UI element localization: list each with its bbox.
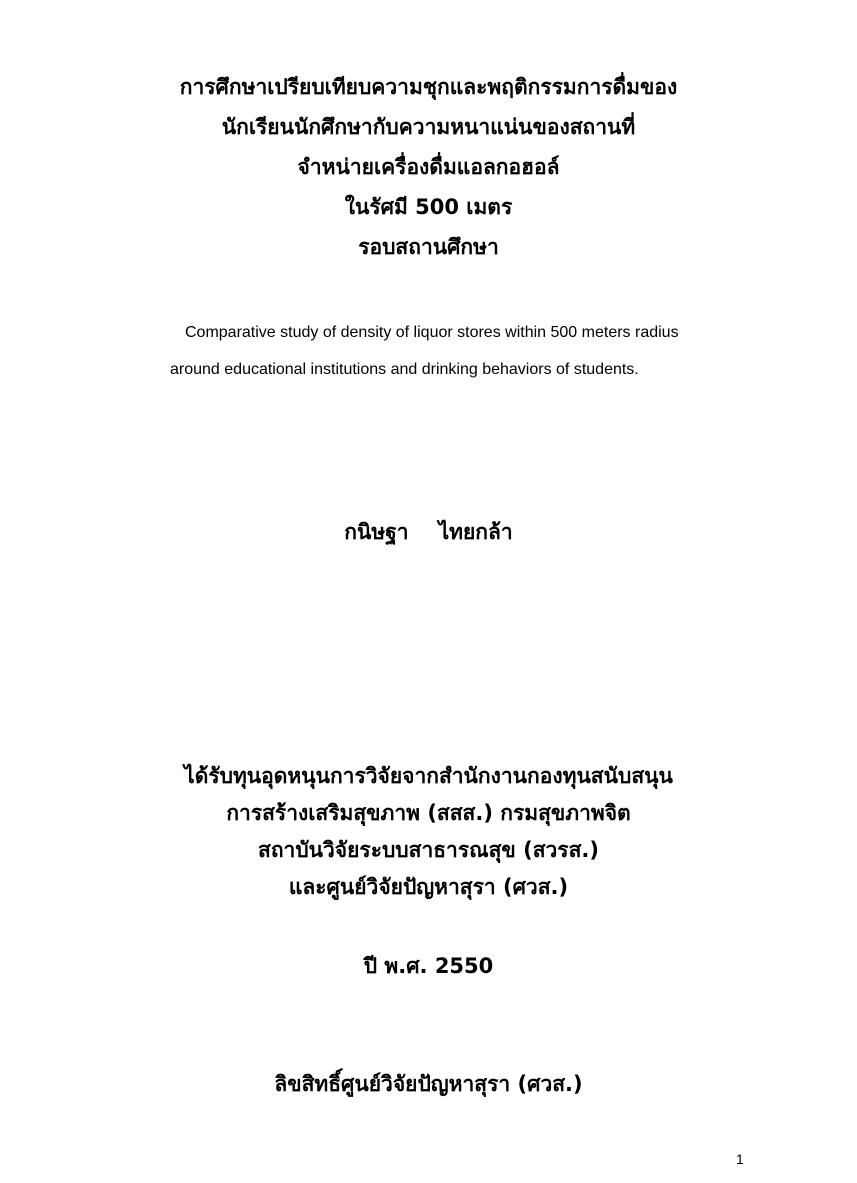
funding-line: สถาบันวิจัยระบบสาธารณสุข (สวรส.) (258, 838, 599, 862)
copyright-notice: ลิขสิทธิ์ศูนย์วิจัยปัญหาสุรา (ศวส.) (274, 1072, 583, 1096)
author-last-name: ไทยกล้า (438, 520, 513, 544)
funding-statement (0, 758, 857, 906)
thai-title (0, 67, 857, 267)
thai-title-line: การศึกษาเปรียบเทียบความชุกและพฤติกรรมการดื่มของ (179, 75, 678, 99)
author-first-name: กนิษฐา (344, 520, 409, 544)
page-number: 1 (736, 1151, 744, 1167)
thai-title-line: ในรัศมี 500 เมตร (344, 195, 513, 219)
funding-line: การสร้างเสริมสุขภาพ (สสส.) กรมสุขภาพจิต (226, 801, 631, 825)
thai-title-line: จำหน่ายเครื่องดื่มแอลกอฮอล์ (297, 155, 560, 179)
thai-title-line: นักเรียนนักศึกษากับความหนาแน่นของสถานที่ (221, 115, 636, 139)
funding-line: และศูนย์วิจัยปัญหาสุรา (ศวส.) (288, 875, 569, 899)
thai-title-line: รอบสถานศึกษา (358, 235, 499, 259)
english-title-line-2: around educational institutions and drinking behaviors of students. (170, 361, 639, 378)
publication-year: ปี พ.ศ. 2550 (363, 954, 494, 978)
english-title-line-1: Comparative study of density of liquor stores within 500 meters radius (185, 324, 679, 341)
funding-line: ได้รับทุนอุดหนุนการวิจัยจากสำนักงานกองทุนสนับสนุน (184, 764, 673, 788)
author-name (0, 516, 857, 548)
